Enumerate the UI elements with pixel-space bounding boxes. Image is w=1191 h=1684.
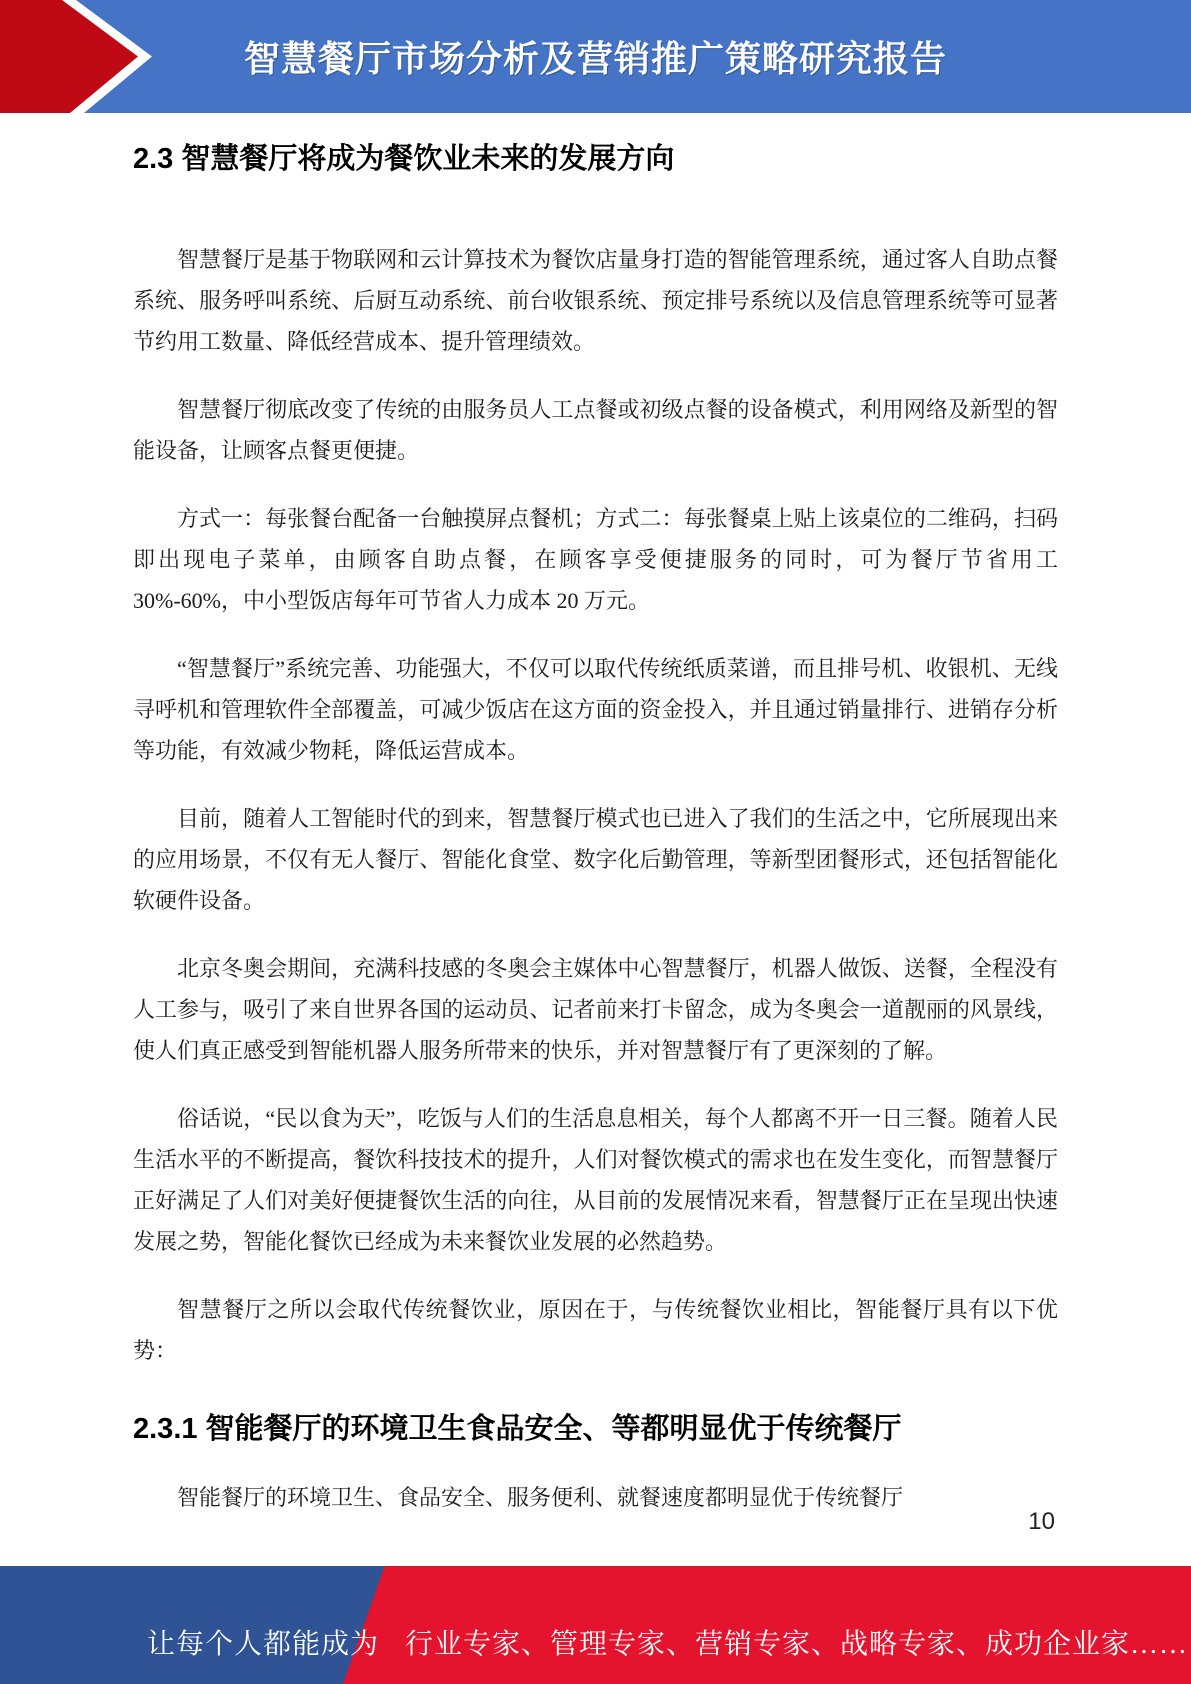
- footer-right-tagline: 行业专家、管理专家、营销专家、战略专家、成功企业家……: [405, 1629, 1189, 1660]
- paragraph: 北京冬奥会期间，充满科技感的冬奥会主媒体中心智慧餐厅，机器人做饭、送餐，全程没有人工参与，吸引了来自世界各国的运动员、记者前来打卡留念，成为冬奥会一道靓丽的风景线，使人们真正感受到智能机器人服务所带来的快乐，并对智慧餐厅有了更深刻的了解。: [133, 956, 1058, 1063]
- paragraph: 方式一：每张餐台配备一台触摸屏点餐机；方式二：每张餐桌上贴上该桌位的二维码，扫码即出现电子菜单，由顾客自助点餐，在顾客享受便捷服务的同时，可为餐厅节省用工 30%-60%，中小型饭店每年可节省人力成本 20 万元。: [133, 506, 1058, 613]
- report-title: 智慧餐厅市场分析及营销推广策略研究报告: [243, 38, 947, 79]
- paragraph: 目前，随着人工智能时代的到来，智慧餐厅模式也已进入了我们的生活之中，它所展现出来的应用场景，不仅有无人餐厅、智能化食堂、数字化后勤管理，等新型团餐形式，还包括智能化软硬件设备。: [133, 806, 1058, 913]
- subsection-heading-2-3-1: 2.3.1 智能餐厅的环境卫生食品安全、等都明显优于传统餐厅: [133, 1413, 902, 1445]
- paragraph: 智慧餐厅之所以会取代传统餐饮业，原因在于，与传统餐饮业相比，智能餐厅具有以下优势：: [133, 1297, 1058, 1363]
- paragraph: 俗话说，“民以食为天”，吃饭与人们的生活息息相关，每个人都离不开一日三餐。随着人民生活水平的不断提高，餐饮科技技术的提升，人们对餐饮模式的需求也在发生变化，而智慧餐厅正好满足了人们对美好便捷餐饮生活的向往，从目前的发展情况来看，智慧餐厅正在呈现出快速发展之势，智能化餐饮已经成为未来餐饮业发展的必然趋势。: [133, 1106, 1058, 1254]
- section-heading-2-3: 2.3 智慧餐厅将成为餐饮业未来的发展方向: [133, 143, 675, 175]
- paragraph: 智慧餐厅是基于物联网和云计算技术为餐饮店量身打造的智能管理系统，通过客人自助点餐系统、服务呼叫系统、后厨互动系统、前台收银系统、预定排号系统以及信息管理系统等可显著节约用工数量、降低经营成本、提升管理绩效。: [133, 247, 1058, 354]
- paragraph: “智慧餐厅”系统完善、功能强大，不仅可以取代传统纸质菜谱，而且排号机、收银机、无线寻呼机和管理软件全部覆盖，可减少饭店在这方面的资金投入，并且通过销量排行、进销存分析等功能，有效减少物耗，降低运营成本。: [133, 656, 1058, 763]
- footer-banner: [0, 1566, 1191, 1684]
- paragraph: 智能餐厅的环境卫生、食品安全、服务便利、就餐速度都明显优于传统餐厅: [177, 1485, 904, 1510]
- report-header-banner: [0, 0, 1191, 113]
- paragraph: 智慧餐厅彻底改变了传统的由服务员人工点餐或初级点餐的设备模式，利用网络及新型的智能设备，让顾客点餐更便捷。: [133, 397, 1058, 463]
- document-body: [0, 113, 1191, 1518]
- page-number: 10: [1028, 1508, 1055, 1535]
- footer-left-tagline: 让每个人都能成为: [147, 1629, 380, 1660]
